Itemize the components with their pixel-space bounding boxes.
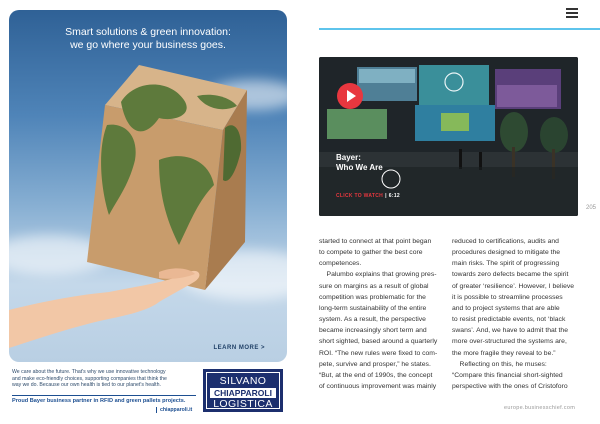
article-line: pete, survive and prosper,” he states. (319, 360, 431, 368)
advert-headline (9, 26, 287, 52)
article-column-left (319, 236, 447, 392)
article-line: reduced to certifications, audits and (452, 238, 559, 245)
play-button[interactable] (337, 83, 363, 109)
article-line: the more fragile they reveal to be.” (452, 349, 556, 357)
advert-headline-line: Smart solutions & green innovation: (65, 26, 231, 38)
cta-separator: | (385, 193, 387, 199)
article-line: short sighted, based around a quarterly (319, 338, 438, 346)
advert-url-link[interactable]: chiapparoli.it (156, 407, 192, 413)
video-duration: 6:12 (388, 193, 400, 199)
article-line: “But, at the end of 1990s, the concept (319, 371, 433, 379)
advert-headline-line: we go where your business goes. (70, 39, 226, 51)
globe-box-illustration (9, 10, 287, 362)
site-url[interactable]: europe.businesschief.com (504, 405, 576, 411)
logo-line: CHIAPPAROLI (210, 388, 276, 398)
article-line: Palumbo explains that growing pres- (319, 271, 437, 279)
logo-line: LOGISTICA (213, 398, 273, 410)
click-to-watch-link[interactable] (336, 193, 400, 199)
video-player[interactable] (319, 57, 578, 216)
article-line: “Compare this financial short-sighted (452, 371, 563, 379)
advert-card[interactable] (9, 10, 287, 362)
header-accent-rule (319, 28, 600, 30)
article-line: system. As a result, the perspective (319, 316, 426, 324)
article-line: of greater ‘resilience’. However, I believe (452, 282, 575, 290)
article-line: towards zero defects became the spirit (452, 271, 569, 279)
article-line: to resist predictable events, not ‘black (452, 316, 566, 324)
cta-label: CLICK TO WATCH (336, 193, 384, 199)
article-column-right (452, 236, 580, 392)
hamburger-menu-icon[interactable] (566, 8, 578, 20)
article-line: to compete to gather the best core (319, 249, 423, 257)
article-line: it is possible to streamline processes (452, 293, 563, 301)
video-title-line: Who We Are (336, 163, 383, 172)
article-line: long-term sustainability of the entire (319, 304, 427, 312)
article-line: and to project systems that are able (452, 304, 560, 312)
article-line: perspective with the ones of Cristoforo (452, 383, 568, 391)
menu-icon-bar (566, 12, 578, 14)
article-line: became increasingly short term and (319, 327, 427, 335)
video-title-line: Bayer: (336, 153, 361, 162)
video-title (336, 153, 383, 173)
page-number: 205 (586, 205, 597, 211)
article-line: started to connect at that point began (319, 238, 432, 245)
article-line: swans’. And, we have to admit that the (452, 327, 568, 335)
article-line: ROI. “The new rules were fixed to com- (319, 349, 438, 357)
advert-body-line: We care about the future. That's why we use innovative technology (12, 369, 166, 375)
article-line: Reflecting on this, he muses: (452, 360, 547, 368)
logo-line: SILVANO (219, 375, 267, 387)
article-line: competences. (319, 260, 362, 268)
article-line: of continuous improvement was mainly (319, 383, 437, 391)
article-line: procedures designed to mitigate the (452, 249, 561, 257)
advert-body-text (12, 369, 196, 389)
article-line: sure on margins as a result of global (319, 282, 429, 290)
learn-more-link[interactable]: LEARN MORE > (213, 345, 265, 351)
article-line: more over-structured the systems are, (452, 338, 567, 346)
article-line: competition was problematic for the (319, 293, 426, 301)
chiapparoli-logo[interactable] (203, 369, 283, 412)
advert-body-line: way we do. Because our own health is tied to our planet's health. (12, 382, 161, 389)
advert-body-line: and make eco-friendly choices, supporting companies that think the (12, 375, 167, 382)
article-line: main risks. The spirit of progressing (452, 260, 560, 268)
menu-icon-bar (566, 16, 578, 18)
menu-icon-bar (566, 8, 578, 10)
advert-partner-line: Proud Bayer business partner in RFID and green pallets projects. (12, 395, 196, 404)
